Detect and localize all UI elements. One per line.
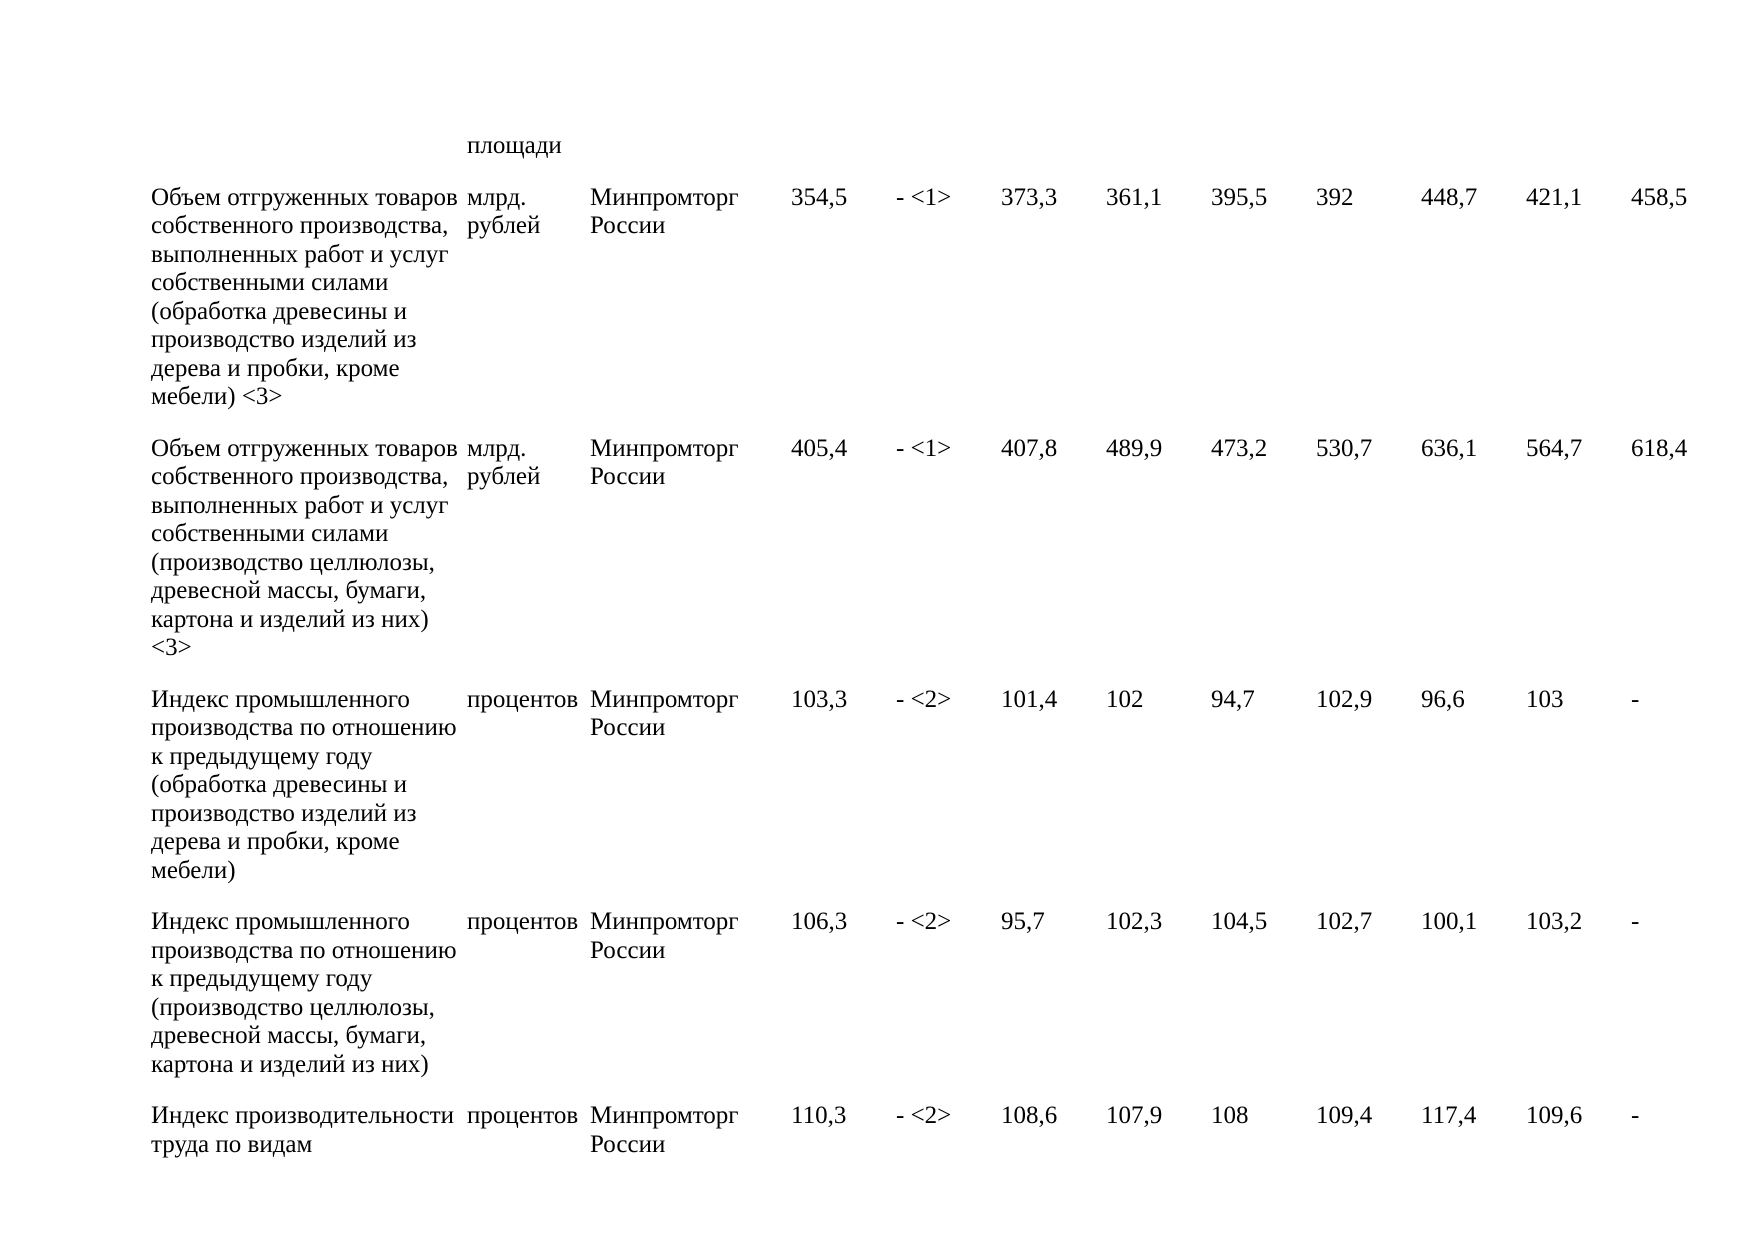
value-cell: 354,5 [791,183,848,211]
unit-cell: млрд. рублей [467,434,541,490]
value-cell: 94,7 [1211,685,1255,713]
value-cell [791,132,896,184]
agency-cell: Минпромторг России [590,685,739,741]
value-cell: 407,8 [1001,434,1058,462]
value-cell [1316,132,1421,184]
value-cell: 458,5 [1631,183,1688,211]
table-row-continuation [151,132,1739,184]
table-row [151,184,1739,435]
indicators-table [151,132,1739,1182]
value-cell: 405,4 [791,434,848,462]
value-cell: 361,1 [1106,183,1163,211]
value-cell: 110,3 [791,1102,847,1129]
value-cell: 100,1 [1421,908,1478,935]
value-cell: 103 [1526,685,1564,713]
value-cell: - <1> [896,183,952,211]
indicator-cell: Объем отгруженных товаров собственного производства, выполненных работ и услуг собственными силами (обработка древесины и производство изделий из дерева и пробки, кроме мебели) <3> [151,183,458,410]
unit-cell: площади [467,132,562,159]
agency-cell: Минпромторг России [590,434,739,490]
value-cell: 103,2 [1526,908,1583,935]
value-cell: 395,5 [1211,183,1268,211]
value-cell [1526,132,1631,184]
value-cell: 530,7 [1316,434,1373,462]
value-cell: 448,7 [1421,183,1478,211]
value-cell [1211,132,1316,184]
value-cell: 107,9 [1106,1102,1163,1129]
indicator-cell: Индекс промышленного производства по отношению к предыдущему году (обработка древесины и производство изделий из дерева и пробки, кроме мебели) [151,685,457,884]
value-cell: 108,6 [1001,1102,1058,1129]
unit-cell: процентов [467,908,579,935]
table-row [151,908,1739,1102]
value-cell: 104,5 [1211,908,1268,935]
value-cell: 106,3 [791,908,848,935]
indicator-cell: Индекс промышленного производства по отношению к предыдущему году (производство целлюлозы, древесной массы, бумаги, картона и изделий из них) [151,908,457,1078]
value-cell: - [1631,908,1640,935]
value-cell: - <2> [896,685,952,713]
value-cell: 373,3 [1001,183,1058,211]
agency-cell [590,132,791,184]
value-cell: 473,2 [1211,434,1268,462]
value-cell [896,132,1001,184]
value-cell: - [1631,1102,1640,1129]
value-cell: 636,1 [1421,434,1478,462]
indicator-cell: Индекс производительности труда по видам [151,1102,455,1158]
table-row [151,1102,1739,1182]
value-cell: 618,4 [1631,434,1688,462]
value-cell: - <2> [896,1102,952,1129]
value-cell [1001,132,1106,184]
indicator-cell: Объем отгруженных товаров собственного производства, выполненных работ и услуг собственными силами (производство целлюлозы, древесной массы, бумаги, картона и изделий из них) <3> [151,434,458,661]
value-cell: 392 [1316,183,1354,211]
value-cell: 117,4 [1421,1102,1477,1129]
value-cell: 101,4 [1001,685,1058,713]
value-cell: 421,1 [1526,183,1583,211]
table-body [151,132,1739,1182]
value-cell [1106,132,1211,184]
value-cell: 102,7 [1316,908,1373,935]
unit-cell: процентов [467,1102,579,1129]
agency-cell: Минпромторг России [590,908,739,964]
value-cell: 489,9 [1106,434,1163,462]
table-row [151,435,1739,686]
value-cell: 95,7 [1001,908,1045,935]
indicator-cell [151,132,467,184]
value-cell [1631,132,1739,184]
agency-cell: Минпромторг России [590,183,739,239]
value-cell: - [1631,685,1640,713]
table-row [151,686,1739,909]
value-cell: 109,6 [1526,1102,1583,1129]
value-cell: 102 [1106,685,1144,713]
value-cell: 564,7 [1526,434,1583,462]
unit-cell: млрд. рублей [467,183,541,239]
unit-cell: процентов [467,685,579,713]
value-cell: - <2> [896,908,952,935]
value-cell: 103,3 [791,685,848,713]
value-cell: 102,9 [1316,685,1373,713]
value-cell: 102,3 [1106,908,1163,935]
value-cell [1421,132,1526,184]
value-cell: 109,4 [1316,1102,1373,1129]
value-cell: - <1> [896,434,952,462]
agency-cell: Минпромторг России [590,1102,739,1158]
value-cell: 108 [1211,1102,1249,1129]
value-cell: 96,6 [1421,685,1465,713]
